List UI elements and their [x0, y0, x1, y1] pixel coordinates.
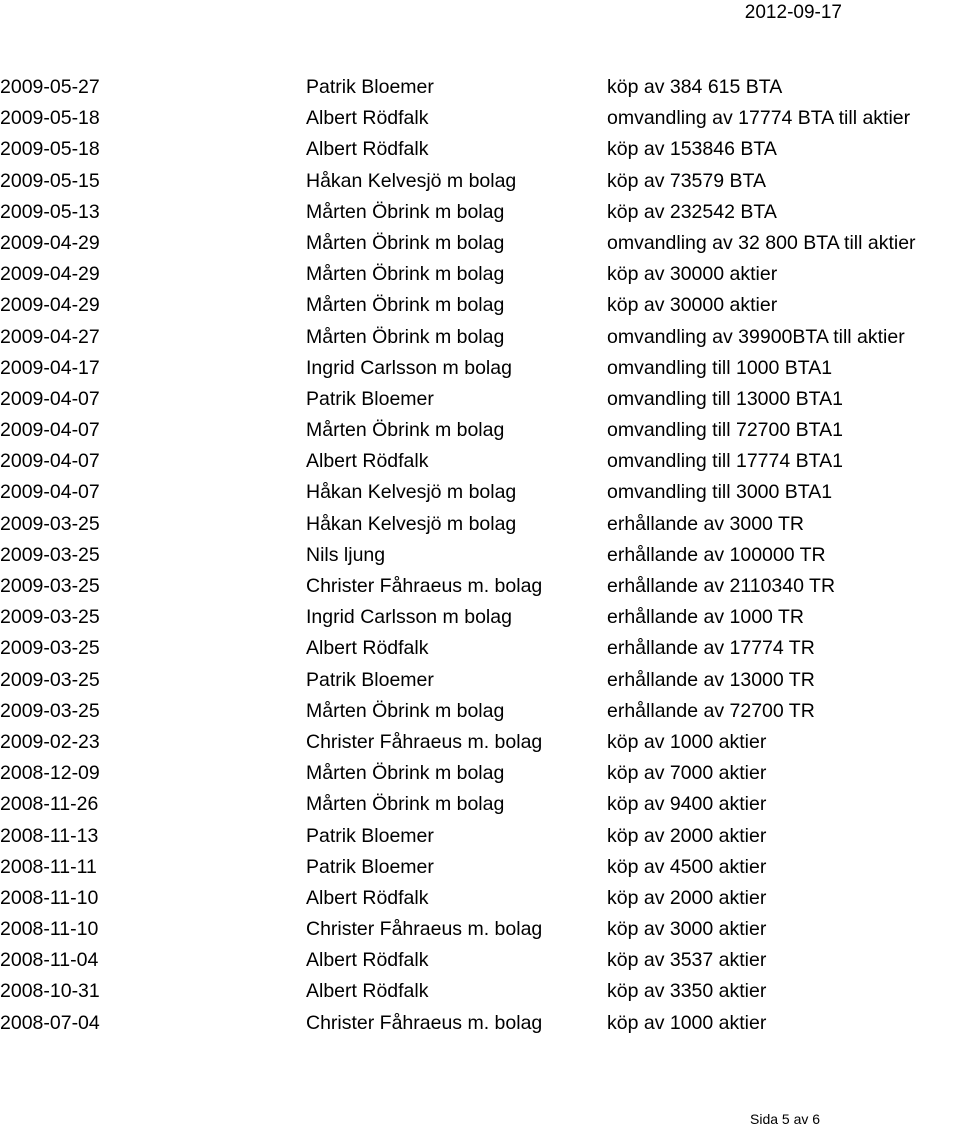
ledger-party: Albert Rödfalk	[306, 637, 429, 660]
ledger-date: 2008-10-31	[0, 980, 100, 1003]
ledger-date: 2009-05-27	[0, 76, 100, 98]
ledger-date: 2009-05-15	[0, 169, 100, 192]
ledger-date: 2009-02-23	[0, 730, 100, 753]
ledger-date: 2009-04-29	[0, 263, 100, 286]
ledger-party: Mårten Öbrink m bolag	[306, 419, 505, 442]
ledger-date: 2009-03-25	[0, 637, 100, 660]
ledger-transaction: köp av 2000 aktier	[607, 886, 767, 909]
ledger-transaction: omvandling till 3000 BTA1	[607, 481, 833, 504]
ledger-date: 2008-11-11	[0, 855, 97, 878]
ledger-row	[0, 134, 960, 165]
ledger-party: Håkan Kelvesjö m bolag	[306, 169, 517, 192]
header-date: 2012-09-17	[744, 2, 842, 23]
ledger-row	[0, 197, 960, 228]
ledger-row	[0, 103, 960, 134]
ledger-date: 2008-11-10	[0, 886, 99, 909]
ledger-party: Patrik Bloemer	[306, 387, 434, 410]
ledger-transaction: erhållande av 3000 TR	[607, 512, 804, 535]
ledger-transaction: köp av 1000 aktier	[607, 730, 767, 753]
ledger-transaction: köp av 30000 aktier	[607, 294, 778, 317]
ledger-party: Christer Fåhraeus m. bolag	[306, 575, 543, 597]
ledger-party: Mårten Öbrink m bolag	[306, 294, 505, 317]
ledger-party: Christer Fåhraeus m. bolag	[306, 1011, 543, 1034]
ledger-party: Mårten Öbrink m bolag	[306, 325, 505, 348]
ledger-row	[0, 540, 960, 571]
ledger-row	[0, 696, 960, 727]
ledger-transaction: erhållande av 2110340 TR	[607, 575, 836, 597]
ledger-row	[0, 322, 960, 353]
ledger-date: 2009-04-07	[0, 450, 100, 473]
ledger-row	[0, 821, 960, 852]
ledger-row	[0, 945, 960, 976]
ledger-row	[0, 602, 960, 633]
ledger-date: 2009-04-07	[0, 419, 100, 442]
page-number: Sida 5 av 6	[750, 1111, 821, 1127]
ledger-date: 2008-11-26	[0, 793, 99, 816]
ledger-date: 2009-05-18	[0, 107, 100, 130]
ledger-party: Mårten Öbrink m bolag	[306, 200, 505, 223]
ledger-transaction: omvandling till 17774 BTA1	[607, 450, 843, 473]
ledger-transaction: köp av 30000 aktier	[607, 263, 778, 286]
ledger-party: Albert Rödfalk	[306, 450, 429, 473]
ledger-row	[0, 72, 960, 103]
ledger-transaction: erhållande av 1000 TR	[607, 606, 804, 629]
ledger-transaction: köp av 3350 aktier	[607, 980, 767, 1003]
ledger-row	[0, 727, 960, 758]
ledger-row	[0, 976, 960, 1007]
ledger-date: 2009-04-29	[0, 294, 100, 317]
ledger-date: 2009-05-18	[0, 138, 100, 161]
ledger-row	[0, 166, 960, 197]
ledger-transaction: köp av 1000 aktier	[607, 1011, 767, 1034]
ledger-transaction: erhållande av 72700 TR	[607, 699, 815, 722]
ledger-row	[0, 571, 960, 602]
ledger-row	[0, 883, 960, 914]
ledger-party: Mårten Öbrink m bolag	[306, 231, 505, 254]
ledger-party: Albert Rödfalk	[306, 980, 429, 1003]
transaction-ledger	[0, 72, 960, 1039]
ledger-date: 2009-03-25	[0, 575, 100, 597]
ledger-date: 2009-03-25	[0, 699, 100, 722]
ledger-row	[0, 228, 960, 259]
ledger-row	[0, 446, 960, 477]
ledger-party: Albert Rödfalk	[306, 886, 429, 909]
ledger-date: 2008-07-04	[0, 1011, 100, 1034]
ledger-transaction: omvandling till 72700 BTA1	[607, 419, 843, 442]
ledger-date: 2009-05-13	[0, 200, 100, 223]
ledger-transaction: köp av 384 615 BTA	[607, 76, 783, 98]
ledger-transaction: erhållande av 17774 TR	[607, 637, 815, 660]
ledger-date: 2009-04-17	[0, 356, 100, 379]
ledger-transaction: erhållande av 100000 TR	[607, 543, 826, 566]
ledger-date: 2009-03-25	[0, 512, 100, 535]
ledger-party: Ingrid Carlsson m bolag	[306, 606, 512, 629]
ledger-transaction: köp av 3537 aktier	[607, 949, 767, 972]
ledger-date: 2009-04-29	[0, 231, 100, 254]
ledger-party: Patrik Bloemer	[306, 855, 434, 878]
ledger-party: Håkan Kelvesjö m bolag	[306, 481, 517, 504]
ledger-transaction: köp av 73579 BTA	[607, 169, 766, 192]
ledger-party: Mårten Öbrink m bolag	[306, 263, 505, 286]
ledger-row	[0, 477, 960, 508]
ledger-party: Albert Rödfalk	[306, 107, 429, 130]
ledger-row	[0, 914, 960, 945]
ledger-date: 2008-11-04	[0, 949, 99, 972]
ledger-transaction: köp av 2000 aktier	[607, 824, 767, 847]
ledger-row	[0, 852, 960, 883]
ledger-date: 2009-03-25	[0, 668, 100, 691]
ledger-date: 2009-04-07	[0, 481, 100, 504]
ledger-transaction: köp av 153846 BTA	[607, 138, 777, 161]
ledger-party: Mårten Öbrink m bolag	[306, 699, 505, 722]
ledger-transaction: köp av 232542 BTA	[607, 200, 777, 223]
ledger-party: Christer Fåhraeus m. bolag	[306, 730, 543, 753]
ledger-row	[0, 758, 960, 789]
ledger-party: Christer Fåhraeus m. bolag	[306, 918, 543, 941]
ledger-party: Patrik Bloemer	[306, 824, 434, 847]
ledger-party: Albert Rödfalk	[306, 949, 429, 972]
ledger-date: 2008-12-09	[0, 762, 100, 785]
ledger-date: 2009-04-27	[0, 325, 100, 348]
ledger-party: Mårten Öbrink m bolag	[306, 762, 505, 785]
ledger-row	[0, 384, 960, 415]
ledger-date: 2009-04-07	[0, 387, 100, 410]
ledger-transaction: omvandling av 32 800 BTA till aktier	[607, 231, 916, 254]
ledger-party: Albert Rödfalk	[306, 138, 429, 161]
ledger-date: 2009-03-25	[0, 606, 100, 629]
ledger-row	[0, 353, 960, 384]
ledger-transaction: omvandling till 13000 BTA1	[607, 387, 843, 410]
ledger-transaction: köp av 7000 aktier	[607, 762, 767, 785]
ledger-transaction: köp av 9400 aktier	[607, 793, 767, 816]
ledger-date: 2009-03-25	[0, 543, 100, 566]
ledger-row	[0, 415, 960, 446]
ledger-date: 2008-11-10	[0, 918, 99, 941]
ledger-transaction: köp av 3000 aktier	[607, 918, 767, 941]
ledger-transaction: omvandling till 1000 BTA1	[607, 356, 833, 379]
ledger-date: 2008-11-13	[0, 824, 99, 847]
ledger-row	[0, 1008, 960, 1039]
ledger-row	[0, 509, 960, 540]
ledger-party: Patrik Bloemer	[306, 76, 434, 98]
ledger-transaction: erhållande av 13000 TR	[607, 668, 815, 691]
ledger-row	[0, 259, 960, 290]
ledger-row	[0, 290, 960, 321]
ledger-transaction: omvandling av 39900BTA till aktier	[607, 325, 905, 348]
ledger-party: Nils ljung	[306, 543, 386, 566]
ledger-party: Ingrid Carlsson m bolag	[306, 356, 512, 379]
ledger-party: Patrik Bloemer	[306, 668, 434, 691]
ledger-party: Mårten Öbrink m bolag	[306, 793, 505, 816]
ledger-row	[0, 633, 960, 664]
ledger-row	[0, 665, 960, 696]
ledger-transaction: omvandling av 17774 BTA till aktier	[607, 107, 911, 130]
ledger-party: Håkan Kelvesjö m bolag	[306, 512, 517, 535]
ledger-row	[0, 789, 960, 820]
ledger-transaction: köp av 4500 aktier	[607, 855, 767, 878]
